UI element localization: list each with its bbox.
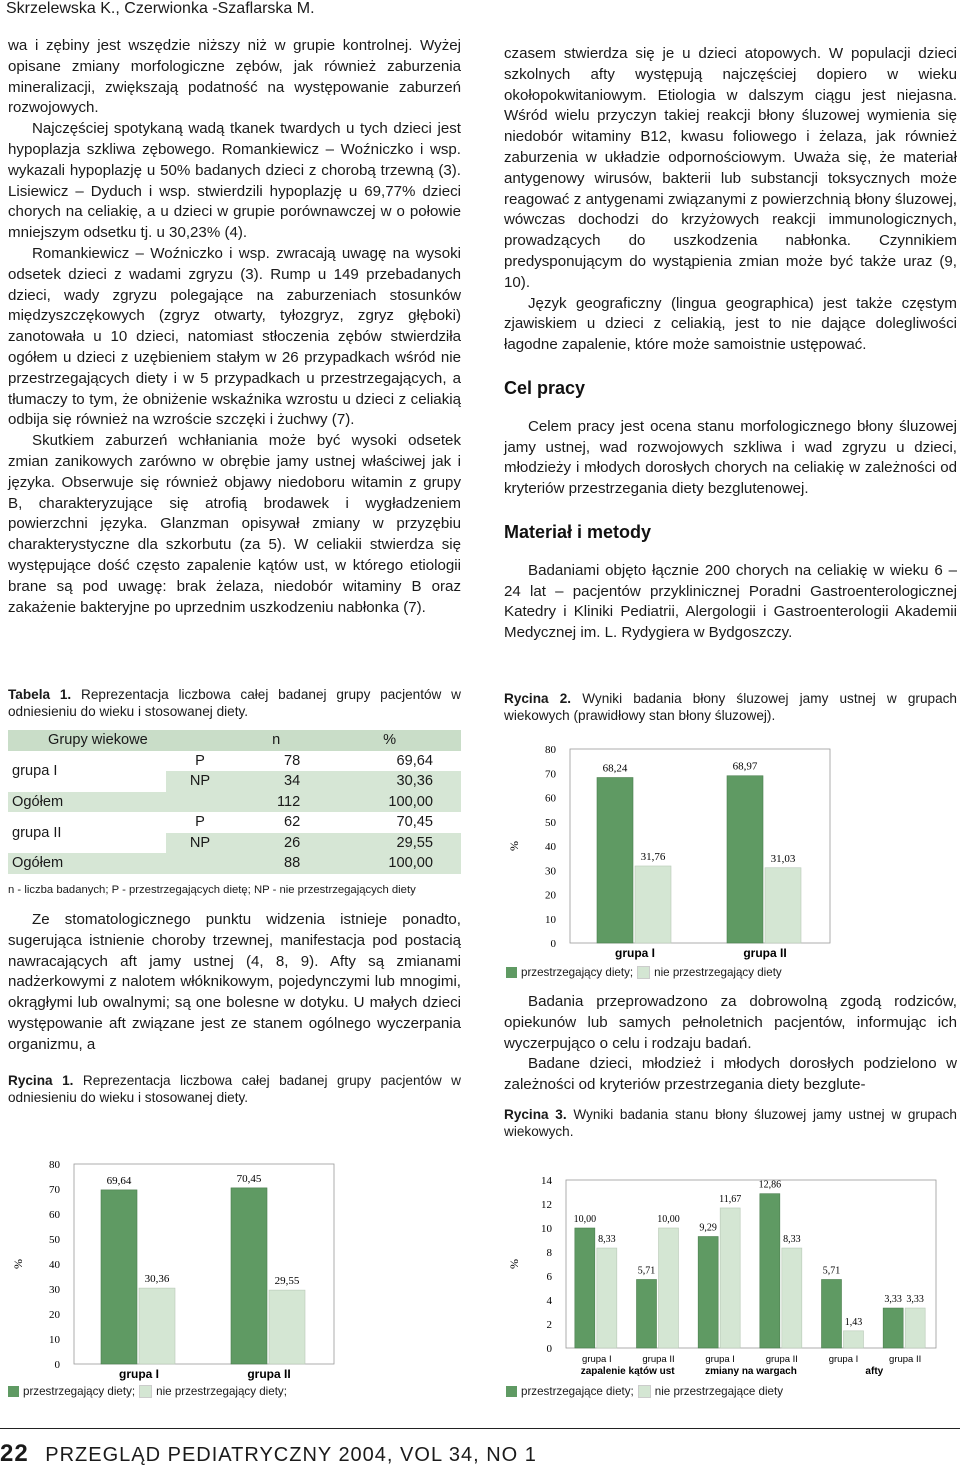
- x-tick-label: grupa I: [582, 1354, 612, 1365]
- data-label: 3,33: [884, 1294, 902, 1306]
- table-cell: 30,36: [318, 771, 461, 792]
- data-label: 31,76: [640, 850, 666, 863]
- bar: [782, 1248, 802, 1348]
- figure-caption-text: Reprezentacja liczbowa całej badanej grupy pacjentów w odniesieniu do wieku i stosowanej diety.: [8, 1073, 461, 1105]
- bar: [139, 1288, 175, 1364]
- section-heading: Materiał i metody: [504, 521, 652, 542]
- bar: [727, 776, 763, 943]
- table-header: Grupy wiekowe: [8, 730, 234, 751]
- y-tick-label: 40: [545, 841, 556, 853]
- table-caption: [8, 686, 461, 720]
- table-row: [8, 792, 461, 813]
- figure-caption-label: Rycina 3.: [504, 1107, 567, 1122]
- table-cell: 112: [234, 792, 318, 813]
- y-axis-label: %: [507, 841, 521, 851]
- bar: [101, 1190, 137, 1364]
- paragraph: Badaniami objęto łącznie 200 chorych na celiakię w wieku 6 – 24 lat – pacjentów przyklinicznej Poradni Gastroenterologicznej Katedry i Kliniki Pediatrii, Alergologii i Gastroenterologii Akademii Medycznej im. L. Rydygiera w Bydgoszczy.: [504, 561, 957, 642]
- data-label: 29,55: [274, 1275, 300, 1288]
- y-tick-label: 30: [49, 1284, 60, 1296]
- bar: [575, 1228, 595, 1348]
- legend-label: przestrzegające diety;: [521, 1385, 634, 1398]
- bar: [231, 1188, 267, 1364]
- x-tick-label: grupa II: [889, 1354, 922, 1365]
- table-header-row: [8, 730, 461, 751]
- data-label: 68,24: [602, 762, 628, 775]
- legend-swatch-light: [139, 1385, 152, 1398]
- table-cell: 70,45: [318, 812, 461, 833]
- y-axis-label: %: [11, 1259, 25, 1269]
- table-cell: 78: [234, 751, 318, 772]
- data-label: 5,71: [637, 1265, 656, 1277]
- legend-label: nie przestrzegające diety: [654, 1385, 784, 1398]
- bar: [637, 1279, 657, 1348]
- right-column-lower: [504, 992, 957, 1096]
- figure-2-chart: [504, 735, 834, 965]
- y-tick-label: 10: [545, 913, 556, 926]
- table-cell: [166, 792, 234, 813]
- figure-caption-label: Rycina 2.: [504, 691, 572, 706]
- section-heading: Cel pracy: [504, 377, 586, 398]
- legend-label: nie przestrzegający diety;: [156, 1385, 287, 1398]
- data-label: 10,00: [573, 1214, 597, 1225]
- table-row: [8, 751, 461, 772]
- figure-1-legend: [8, 1385, 287, 1398]
- data-label: 1,43: [844, 1316, 863, 1328]
- data-label: 8,33: [598, 1234, 616, 1246]
- paragraph: Ze stomatologicznego punktu widzenia istnieje ponadto, sugerująca istnienie choroby trzewnej, manifestacja pod postacią nawracających aft jamy ustnej (4, 8, 9). Afty są zmianami nadżerkowymi z nalotem włóknikowym, pojedynczymi lub mnogimi, okrągłymi lub owalnymi; są one bolesne w dotyku. U małych dzieci występowanie aft związane jest ze stanem ogólnego wyczerpania organizmu, a: [8, 911, 461, 1053]
- table-cell: 88: [234, 853, 318, 874]
- y-tick-label: 80: [545, 744, 556, 756]
- paragraph: Badane dzieci, młodzież i młodych dorosłych podzielono w zależności od kryteriów przestrzegania diety bezglute-: [504, 1055, 957, 1094]
- y-tick-label: 4: [546, 1295, 552, 1307]
- data-label: 31,03: [770, 852, 796, 865]
- y-tick-label: 20: [49, 1309, 60, 1321]
- figure-caption: [504, 1106, 957, 1140]
- plot-frame: [566, 1180, 936, 1348]
- group-label: zapalenie kątów ust: [580, 1366, 675, 1377]
- x-tick-label: grupa II: [765, 1354, 798, 1365]
- table-footnote: n - liczba badanych; P - przestrzegających dietę; NP - nie przestrzegających diety: [8, 884, 416, 896]
- y-tick-label: 0: [550, 938, 556, 950]
- data-label: 8,33: [783, 1234, 801, 1246]
- table-row: [8, 853, 461, 874]
- data-label: 70,45: [236, 1172, 262, 1185]
- x-tick-label: grupa I: [614, 946, 656, 960]
- table-caption-text: Reprezentacja liczbowa całej badanej grupy pacjentów w odniesieniu do wieku i stosowanej diety.: [8, 687, 461, 719]
- figure-1-chart: [8, 1150, 338, 1385]
- legend-swatch-dark: [506, 967, 517, 978]
- table-cell: Ogółem: [8, 853, 166, 874]
- left-column-lower: [8, 910, 461, 1056]
- y-tick-label: 8: [546, 1247, 552, 1259]
- x-tick-label: grupa I: [828, 1354, 859, 1365]
- bar: [720, 1208, 740, 1348]
- figure-caption: [504, 690, 957, 724]
- legend-swatch-light: [638, 1385, 651, 1398]
- table-cell: 69,64: [318, 751, 461, 772]
- bar: [597, 778, 633, 943]
- y-tick-label: 10: [541, 1223, 552, 1235]
- bar: [905, 1308, 925, 1348]
- page-number: 22: [0, 1440, 29, 1467]
- y-tick-label: 60: [545, 792, 556, 805]
- y-tick-label: 12: [541, 1199, 552, 1211]
- data-label: 5,71: [822, 1265, 841, 1277]
- figure-3-chart: [504, 1160, 944, 1382]
- y-tick-label: 0: [546, 1343, 552, 1355]
- figure-caption-text: Wyniki badania błony śluzowej jamy ustnej w grupach wiekowych (prawidłowy stan błony śluzowej).: [504, 691, 957, 723]
- table-header: n: [234, 730, 318, 751]
- running-header: Skrzelewska K., Czerwionka -Szaflarska M.: [6, 0, 315, 17]
- bar: [883, 1308, 903, 1348]
- y-tick-label: 70: [545, 768, 556, 781]
- table-cell: 26: [234, 833, 318, 854]
- bar: [765, 868, 801, 943]
- y-tick-label: 40: [49, 1259, 60, 1271]
- y-tick-label: 0: [54, 1359, 60, 1371]
- legend-swatch-dark: [506, 1386, 517, 1397]
- table-caption-label: Tabela 1.: [8, 687, 72, 702]
- y-tick-label: 50: [545, 816, 556, 829]
- group-label: afty: [865, 1366, 884, 1377]
- data-label: 69,64: [106, 1174, 132, 1187]
- data-label: 9,29: [699, 1222, 717, 1234]
- paragraph: Romankiewicz – Woźniczko i wsp. zwracają uwagę na wysoki odsetek dzieci z wadami zgryzu (3). Rump u 149 przebadanych dzieci, wady zgryzu polegające na zaburzeniach stosunków międzyszczękowych (zgryz otwarty, tyłozgryz, zgryz głęboki) zanotowała u 10 dzieci, natomiast stłoczenia zębów stwierdziła ogółem u dzieci z uzębieniem stałym w 26 przypadkach wśród nie przestrzegających diety i w 5 przypadkach u przestrzegających, a tłumaczy to tym, że obniżenie wskaźnika wzrostu u dzieci z celiakią odbija się również na wzroście szczęki i żuchwy (7).: [8, 244, 461, 429]
- paragraph: Język geograficzny (lingua geographica) jest także częstym zjawiskiem u dzieci z celiakią, jest to nie dające dolegliwości łagodne zapalenie, które może samoistnie ustępować.: [504, 294, 957, 354]
- legend-label: nie przestrzegający diety: [654, 966, 782, 979]
- table-cell: 34: [234, 771, 318, 792]
- legend-swatch-dark: [8, 1386, 19, 1397]
- paragraph: Najczęściej spotykaną wadą tkanek twardych u tych dzieci jest hypoplazja szkliwa zębowego. Romankiewicz – Woźniczko i wsp. wykazali hypoplazję u 50% badanych dzieci z chorobą trzewną (3). Lisiewicz – Dyduch i wsp. stwierdzili hypoplazję u 69,77% dzieci chorych na celiakię, a u dzieci w grupie porównawczej w o połowie mniejszym odsetku tj. u 30,23% (4).: [8, 120, 461, 242]
- figure-2-legend: [506, 966, 782, 979]
- y-tick-label: 30: [545, 865, 556, 878]
- table-1: [8, 730, 461, 874]
- left-column: [8, 36, 461, 618]
- data-label: 68,97: [732, 760, 758, 773]
- data-label: 3,33: [906, 1294, 924, 1306]
- table-cell: P: [166, 751, 234, 772]
- table-row: [8, 812, 461, 833]
- table-cell: NP: [166, 833, 234, 854]
- y-tick-label: 2: [546, 1319, 552, 1331]
- bar: [597, 1248, 617, 1348]
- table-cell: 100,00: [318, 853, 461, 874]
- y-tick-label: 6: [546, 1271, 552, 1283]
- paragraph: Celem pracy jest ocena stanu morfologicznego błony śluzowej jamy ustnej, wad rozwojowych szkliwa i wad zgryzu u dzieci, młodzieży i młodych dorosłych chorych na celiakię w zależności od kryteriów przestrzegania diety bezglutenowej.: [504, 417, 957, 498]
- bar: [659, 1228, 679, 1348]
- x-tick-label: grupa I: [705, 1354, 735, 1365]
- figure-caption-label: Rycina 1.: [8, 1073, 74, 1088]
- bar: [635, 866, 671, 943]
- legend-label: przestrzegający diety;: [521, 966, 634, 979]
- figure-3-legend: [506, 1385, 783, 1398]
- table-cell: NP: [166, 771, 234, 792]
- data-label: 11,67: [719, 1193, 742, 1205]
- bar: [760, 1194, 780, 1348]
- bar: [269, 1290, 305, 1364]
- y-axis-label: %: [507, 1259, 521, 1269]
- paragraph: Skutkiem zaburzeń wchłaniania może być wysoki odsetek zmian zanikowych zarówno w obrębie jamy ustnej właściwej jak i języka. Obserwuje się również objawy niedoboru witamin z grupy B, charakteryzujące się atrofią brodawek i wygładzeniem powierzchni języka. Glanzman opisywał zmiany w przyzębiu charakterystyczne dla szkorbutu (za 5). W celiakii stwierdza się występujące dość często zapalenie kątów ust, w którego etiologii brane są pod uwagę: brak żelaza, niedobór witaminy B oraz zakażenie bakteryjne po uprzednim uszkodzeniu nabłonka (7).: [8, 432, 461, 616]
- table-cell: P: [166, 812, 234, 833]
- page-footer: [0, 1440, 537, 1468]
- x-tick-label: grupa II: [642, 1354, 675, 1365]
- bar: [698, 1237, 718, 1348]
- table-cell: [166, 853, 234, 874]
- data-label: 10,00: [657, 1214, 680, 1225]
- figure-caption-text: Wyniki badania stanu błony śluzowej jamy ustnej w grupach wiekowych.: [504, 1107, 957, 1139]
- table-cell: Ogółem: [8, 792, 166, 813]
- x-tick-label: grupa II: [247, 1367, 291, 1381]
- data-label: 12,86: [758, 1179, 782, 1191]
- bar: [822, 1279, 842, 1348]
- table-cell: 62: [234, 812, 318, 833]
- paragraph: Badania przeprowadzono za dobrowolną zgodą rodziców, opiekunów lub samych pełnoletnich pacjentów, informując ich wyczerpująco o celu i rodzaju badań.: [504, 993, 957, 1052]
- figure-caption: [8, 1072, 461, 1106]
- journal-name: PRZEGLĄD PEDIATRYCZNY 2004, VOL 34, NO 1: [45, 1444, 537, 1466]
- table-header: %: [318, 730, 461, 751]
- right-column: [504, 44, 957, 644]
- y-tick-label: 14: [541, 1175, 552, 1187]
- paragraph: czasem stwierdza się je u dzieci atopowych. W populacji dzieci szkolnych afty występują najczęściej dopiero w wieku okołopokwitaniowym. Etiologia w dalszym ciągu jest niejasna. Wśród wielu przyczyn takiej reakcji błony śluzowej wymienia się niedobór witaminy B12, kwasu foliowego i żelaza, jak również zaburzenia w układzie odpornościowym. Uważa się, że materiał antygenowy wirusów, bakterii lub substancji toksycznych może reagować z antygenami związanymi z powierzchnią błony śluzowej, wówczas dochodzi do krzyżowych reakcji immunologicznych, prowadzących do uszkodzenia nabłonka. Czynnikiem predysponującym do wystąpienia zmian może być także uraz (9, 10).: [504, 45, 957, 291]
- y-tick-label: 80: [49, 1159, 60, 1171]
- y-tick-label: 20: [545, 889, 556, 902]
- paragraph: wa i zębiny jest wszędzie niższy niż w grupie kontrolnej. Wyżej opisane zmiany morfologiczne zębów, jak również zaburzenia mineralizacji, zwiększają podatność na występowanie zaburzeń rozwojowych.: [8, 37, 461, 117]
- y-tick-label: 60: [49, 1209, 60, 1221]
- table-cell: 29,55: [318, 833, 461, 854]
- y-tick-label: 50: [49, 1234, 60, 1246]
- y-tick-label: 10: [49, 1334, 60, 1346]
- x-tick-label: grupa II: [743, 946, 787, 960]
- x-tick-label: grupa I: [118, 1367, 160, 1381]
- table-cell: 100,00: [318, 792, 461, 813]
- table-cell: grupa II: [8, 812, 166, 853]
- footer-rule: [0, 1428, 960, 1429]
- legend-label: przestrzegający diety;: [23, 1385, 136, 1398]
- legend-swatch-light: [637, 966, 650, 979]
- group-label: zmiany na wargach: [705, 1366, 797, 1377]
- bar: [844, 1331, 864, 1348]
- y-tick-label: 70: [49, 1184, 60, 1196]
- table-cell: grupa I: [8, 751, 166, 792]
- data-label: 30,36: [144, 1273, 170, 1286]
